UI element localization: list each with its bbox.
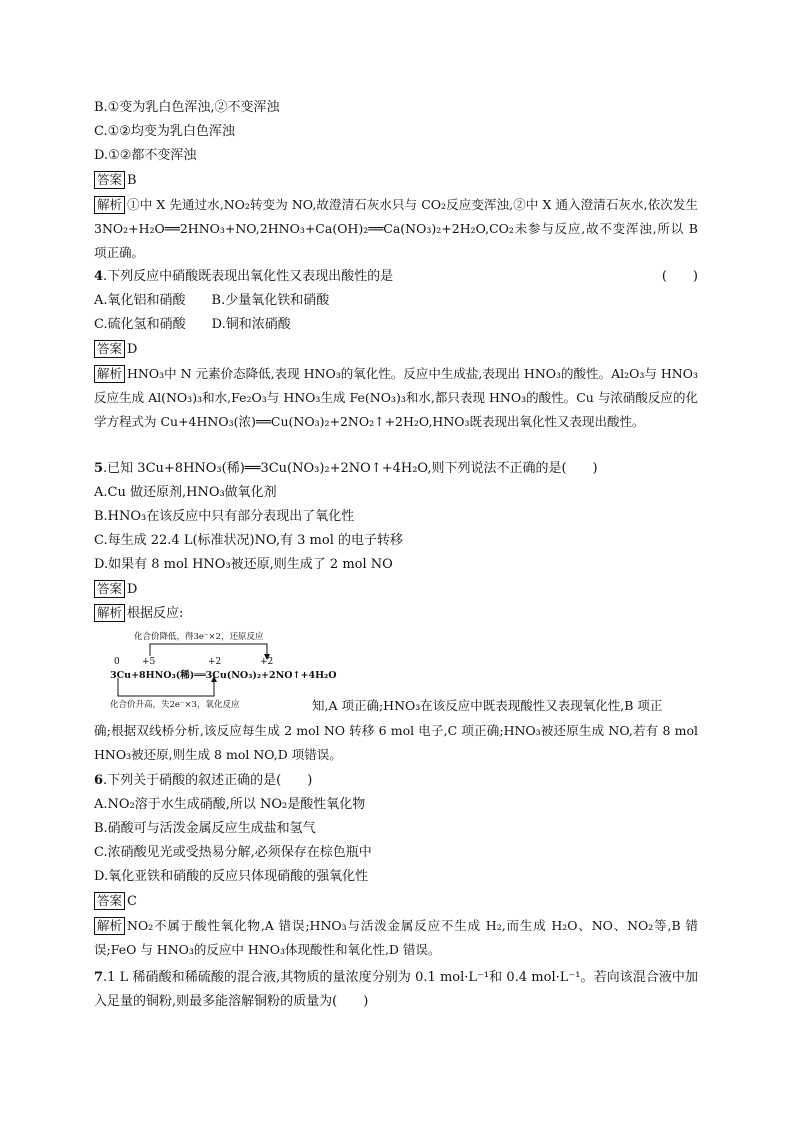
q4-stem bbox=[94, 268, 698, 286]
answer-tag: 答案 bbox=[94, 340, 125, 358]
answer-value: C bbox=[127, 894, 137, 909]
question-number: 5 bbox=[94, 461, 104, 476]
q6-option-b: B.硝酸可与活泼金属反应生成盐和氢气 bbox=[94, 821, 316, 836]
valence-cu-product: +2 bbox=[208, 657, 222, 667]
question-number: 7 bbox=[94, 970, 104, 985]
question-text: .下列关于硝酸的叙述正确的是( ) bbox=[103, 773, 313, 788]
reaction-equation: 3Cu+8HNO₃(稀)══3Cu(NO₃)₂+2NO↑+4H₂O bbox=[110, 670, 337, 681]
q3-option-d: D.①②都不变浑浊 bbox=[94, 148, 197, 163]
q6-answer bbox=[94, 892, 137, 911]
answer-tag: 答案 bbox=[94, 171, 125, 189]
answer-blank: ( ) bbox=[661, 269, 698, 284]
question-text: .1 L 稀硝酸和稀硫酸的混合液,其物质的量浓度分别为 0.1 mol·L⁻¹和 0.4 mol·L⁻¹。若向该混合液中加入足量的铜粉,则最多能溶解铜粉的质量为( ) bbox=[94, 970, 698, 1009]
q6-option-d: D.氧化亚铁和硝酸的反应只体现硝酸的强氧化性 bbox=[94, 869, 369, 884]
oxidation-label: 化合价升高，失2e⁻×3，氧化反应 bbox=[110, 700, 240, 710]
q4-answer bbox=[94, 340, 137, 359]
explanation-text: HNO₃中 N 元素价态降低,表现 HNO₃的氧化性。反应中生成盐,表现出 HNO₃的酸性。Al₂O₃与 HNO₃反应生成 Al(NO₃)₃和水,Fe₂O₃与 HNO₃生成 Fe(NO₃)₃和水,都只表现 HNO₃的酸性。Cu 与浓硝酸反应的化学方程式为 Cu+4HNO₃(浓)══Cu(NO₃)₂+2NO₂↑+2H₂O,HNO₃既表现出氧化性又表现出酸性。 bbox=[94, 366, 698, 429]
q5-explanation-intro bbox=[94, 604, 183, 623]
q5-explanation-cont: 知,A 项正确;HNO₃在该反应中既表现酸性又表现氧化性,B 项正 bbox=[312, 698, 663, 713]
answer-value: B bbox=[127, 173, 137, 188]
q5-answer bbox=[94, 580, 137, 599]
explanation-text: 根据反应: bbox=[127, 606, 184, 621]
q5-option-b: B.HNO₃在该反应中只有部分表现出了氧化性 bbox=[94, 509, 355, 524]
answer-tag: 答案 bbox=[94, 580, 125, 598]
q4-options-cd: C.硫化氢和硝酸 D.铜和浓硝酸 bbox=[94, 317, 291, 332]
answer-value: D bbox=[127, 582, 138, 597]
question-text: .下列反应中硝酸既表现出氧化性又表现出酸性的是 bbox=[103, 269, 394, 284]
q6-option-a: A.NO₂溶于水生成硝酸,所以 NO₂是酸性氧化物 bbox=[94, 797, 366, 812]
question-number: 4 bbox=[94, 269, 104, 284]
explanation-tag: 解析 bbox=[94, 365, 125, 383]
redox-bridge-diagram bbox=[110, 626, 337, 716]
q4-explanation bbox=[94, 362, 698, 434]
q5-explanation-rest: 确;根据双线桥分析,该反应每生成 2 mol NO 转移 6 mol 电子,C 项正确;HNO₃被还原生成 NO,若有 8 mol HNO₃被还原,则生成 8 mol NO,D 项错误。 bbox=[94, 723, 698, 762]
q6-stem bbox=[94, 772, 312, 790]
explanation-tag: 解析 bbox=[94, 604, 125, 622]
q5-option-d: D.如果有 8 mol HNO₃被还原,则生成了 2 mol NO bbox=[94, 557, 393, 572]
q3-explanation bbox=[94, 193, 698, 265]
explanation-tag: 解析 bbox=[94, 917, 125, 935]
question-number: 6 bbox=[94, 773, 104, 788]
reduction-bridge-line bbox=[150, 644, 267, 658]
reduction-label: 化合价降低，得3e⁻×2，还原反应 bbox=[134, 632, 264, 642]
explanation-text: ①中 X 先通过水,NO₂转变为 NO,故澄清石灰水只与 CO₂反应变浑浊,②中 X 通入澄清石灰水,依次发生 3NO₂+H₂O══2HNO₃+NO,2HNO₃+Ca(OH)₂══Ca(NO₃)₂+2H₂O,CO₂未参与反应,故不变浑浊,所以 B 项正确。 bbox=[94, 197, 698, 260]
q3-option-c: C.①②均变为乳白色浑浊 bbox=[94, 124, 235, 139]
valence-n-reactant: +5 bbox=[142, 657, 156, 667]
q5-option-c: C.每生成 22.4 L(标准状况)NO,有 3 mol 的电子转移 bbox=[94, 533, 403, 548]
q5-stem bbox=[94, 460, 598, 478]
q3-option-b: B.①变为乳白色浑浊,②不变浑浊 bbox=[94, 100, 280, 115]
valence-cu: 0 bbox=[114, 657, 120, 667]
q6-explanation bbox=[94, 914, 698, 962]
q3-answer bbox=[94, 171, 137, 190]
explanation-text: NO₂不属于酸性氧化物,A 错误;HNO₃与活泼金属反应不生成 H₂,而生成 H₂O、NO、NO₂等,B 错误;FeO 与 HNO₃的反应中 HNO₃体现酸性和氧化性,D 错误。 bbox=[94, 918, 698, 957]
q6-option-c: C.浓硝酸见光或受热易分解,必须保存在棕色瓶中 bbox=[94, 845, 372, 860]
q5-option-a: A.Cu 做还原剂,HNO₃做氧化剂 bbox=[94, 485, 277, 500]
explanation-tag: 解析 bbox=[94, 196, 125, 214]
q4-options-ab: A.氧化铝和硝酸 B.少量氧化铁和硝酸 bbox=[94, 293, 330, 308]
question-text: .已知 3Cu+8HNO₃(稀)══3Cu(NO₃)₂+2NO↑+4H₂O,则下列说法不正确的是( ) bbox=[103, 461, 598, 476]
answer-value: D bbox=[127, 342, 138, 357]
q7-stem bbox=[94, 966, 698, 1014]
answer-tag: 答案 bbox=[94, 892, 125, 910]
valence-n-product: +2 bbox=[260, 657, 274, 667]
